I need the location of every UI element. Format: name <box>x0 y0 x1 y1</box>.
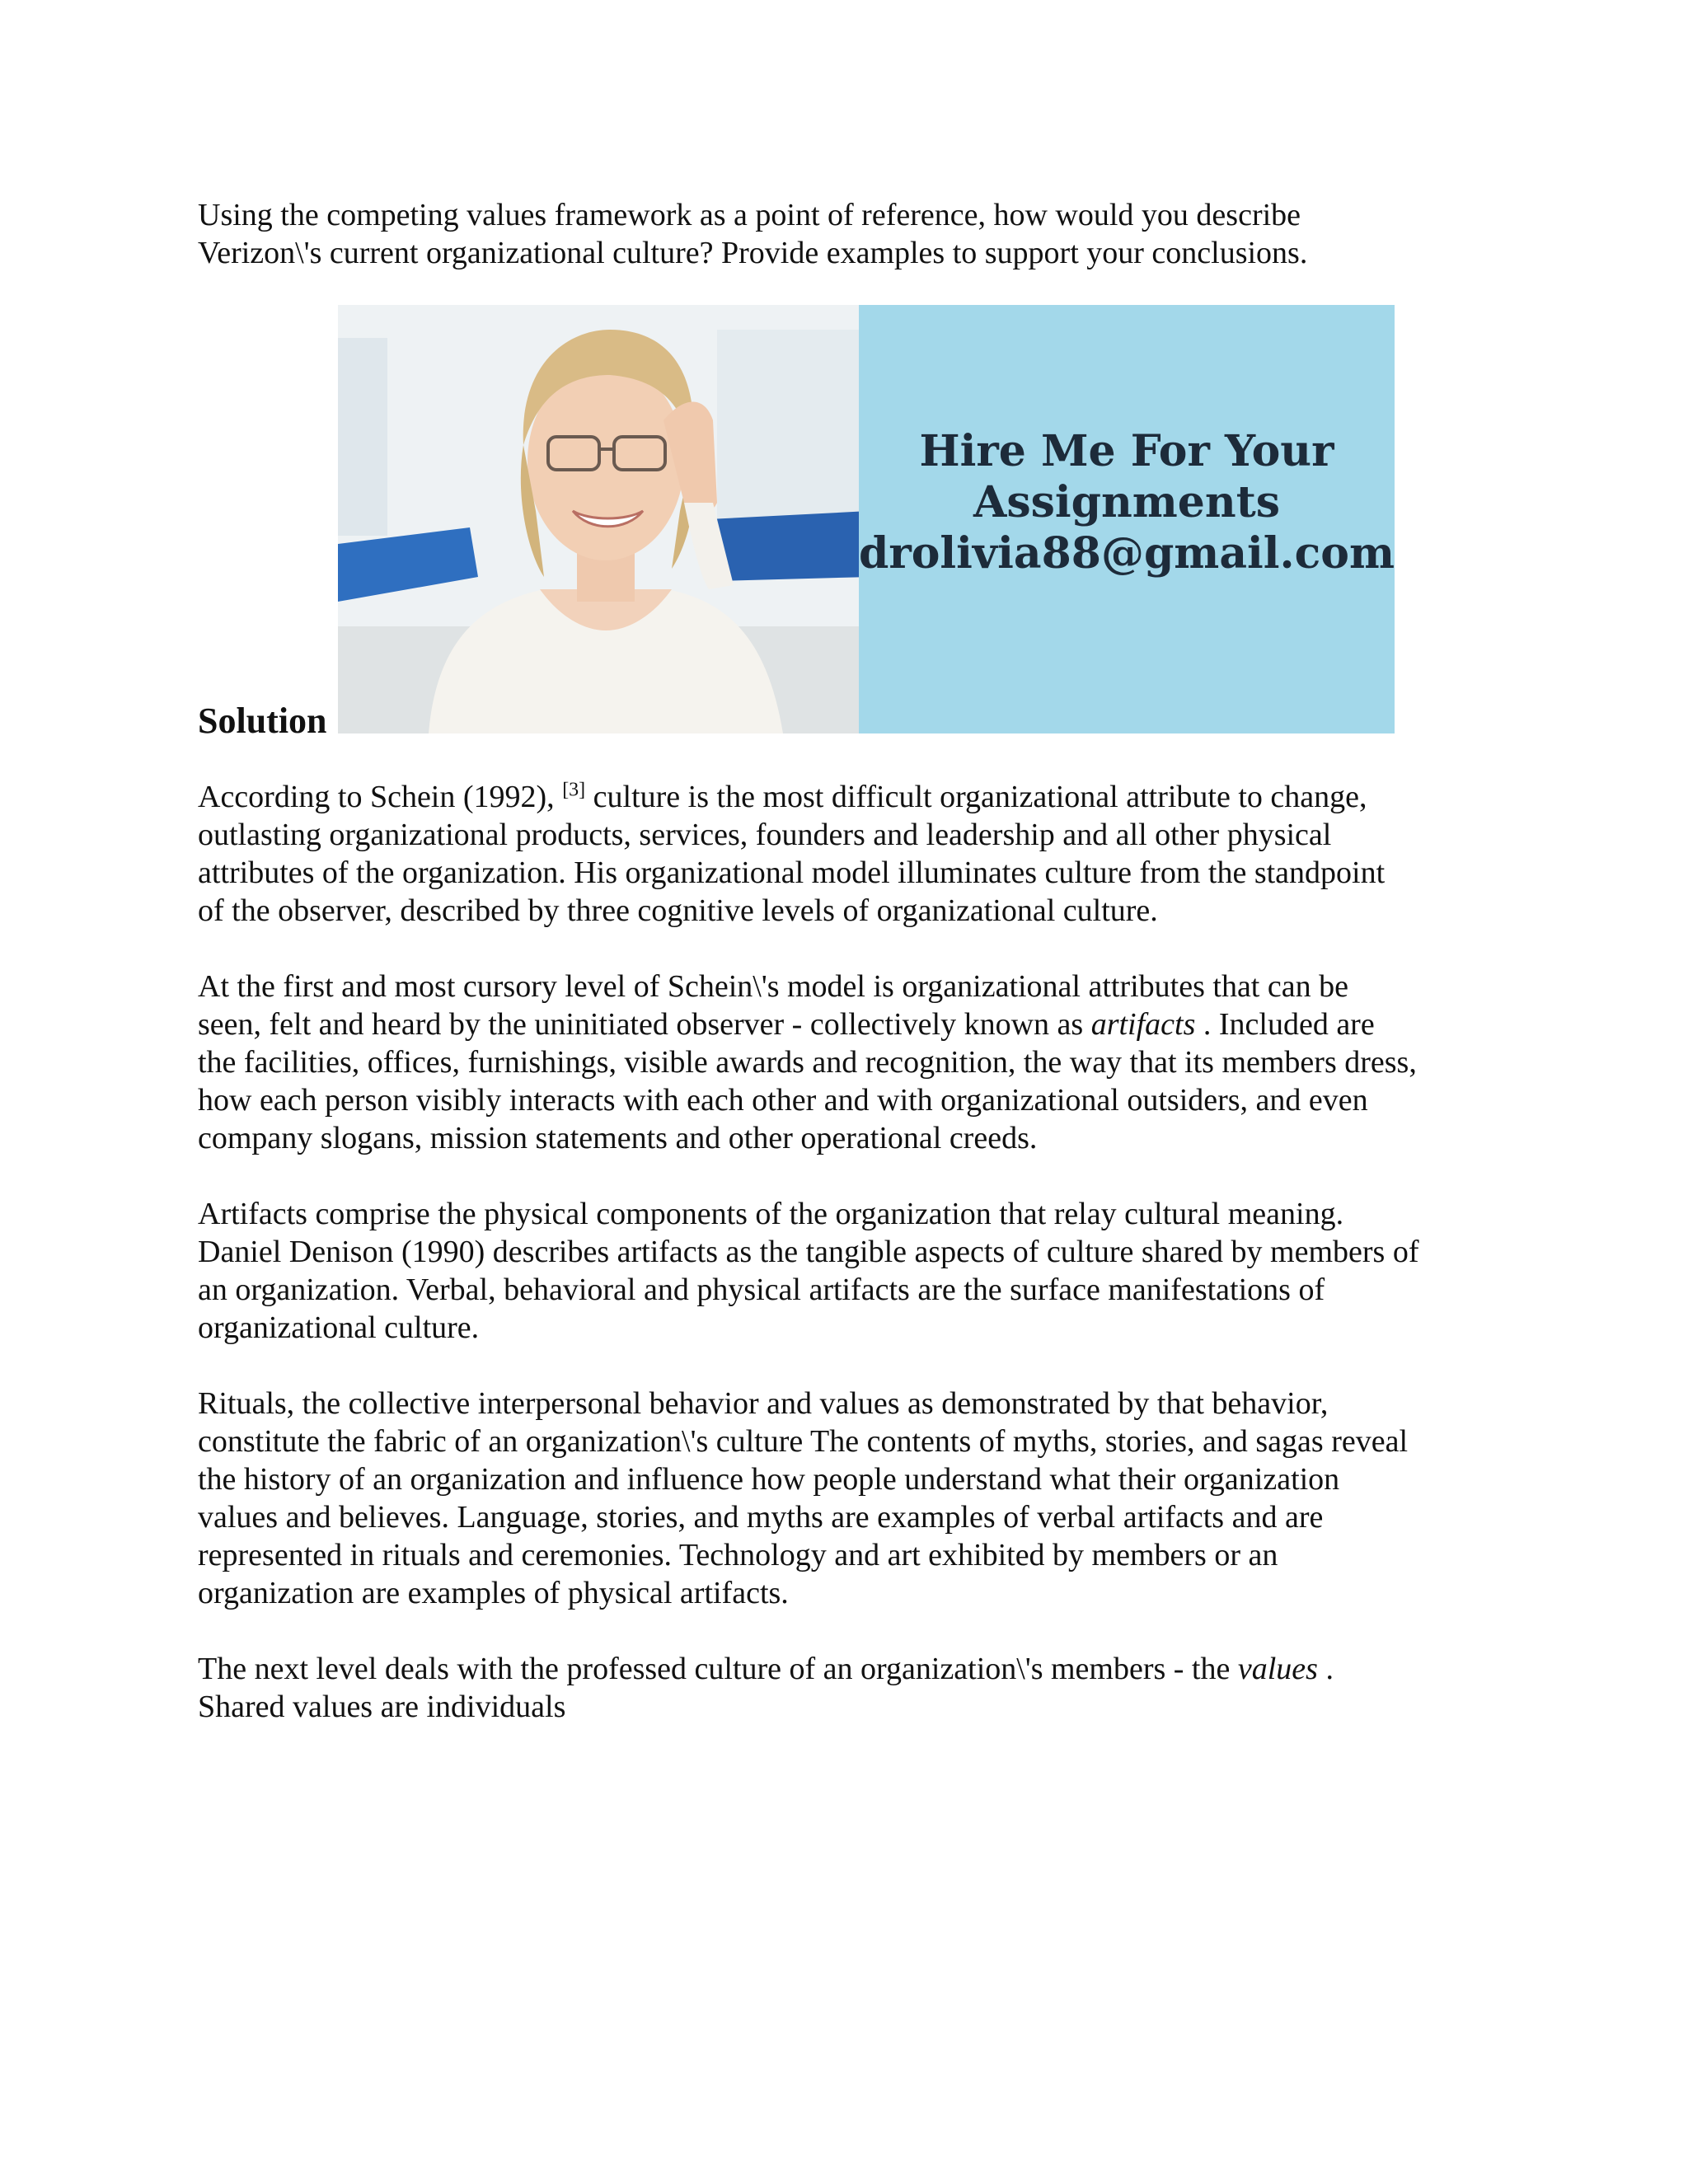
paragraph-schein <box>198 778 1533 930</box>
paragraph-values <box>198 1650 1533 1726</box>
ad-line-email: drolivia88@gmail.com <box>858 528 1395 579</box>
woman-with-glasses-photo <box>338 305 859 733</box>
citation-link[interactable]: [3] <box>562 779 586 801</box>
advertisement-banner <box>338 305 1395 733</box>
paragraph-artifacts-start: At the first and most cursory level of Schein\'s model is organizational attributes that can be seen, felt and heard by the uninitiated observer - collectively known as <box>198 969 1348 1042</box>
solution-row <box>198 305 1533 742</box>
question-text: Using the competing values framework as a point of reference, how would you describe Verizon\'s current organizational culture? Provide examples to support your conclusions. <box>198 198 1308 270</box>
photo-illustration <box>338 305 859 733</box>
paragraph-artifacts-rest: . Included are the facilities, offices, furnishings, visible awards and recognition, the way that its members dress, how each person visibly interacts with each other and with organizational outsiders, and even company slogans, mission statements and other operational creeds. <box>198 1007 1417 1155</box>
solution-heading: Solution <box>198 701 327 741</box>
document-page <box>198 196 1533 1764</box>
paragraph-values-rest: . Shared values are individuals <box>198 1652 1334 1724</box>
paragraph-artifacts-level <box>198 968 1533 1157</box>
paragraph-values-start: The next level deals with the professed culture of an organization\'s members - the <box>198 1652 1238 1686</box>
paragraph-rituals: Rituals, the collective interpersonal behavior and values as demonstrated by that behavior, constitute the fabric of an organization\'s culture The contents of myths, stories, and sagas reveal the history of an organization and influence how people understand what their organization values and believes. Language, stories, and myths are examples of verbal artifacts and are represented in rituals and ceremonies. Technology and art exhibited by members or an organization are examples of physical artifacts. <box>198 1386 1409 1610</box>
paragraph-schein-rest: culture is the most difficult organizational attribute to change, outlasting organizational products, services, founders and leadership and all other physical attributes of the organization. His organizational model illuminates culture from the standpoint of the observer, described by three cognitive levels of organizational culture. <box>198 780 1386 928</box>
ad-line-hire: Hire Me For Your <box>919 426 1334 476</box>
values-term: values <box>1237 1652 1318 1686</box>
paragraph-schein-start: According to Schein (1992), <box>198 780 563 814</box>
ad-text-panel <box>859 305 1395 733</box>
ad-line-assignments: Assignments <box>973 477 1280 527</box>
paragraph-artifacts-meaning: Artifacts comprise the physical components of the organization that relay cultural meaning. Daniel Denison (1990) describes artifacts as the tangible aspects of culture shared by members of an organization. Verbal, behavioral and physical artifacts are the surface manifestations of organizational culture. <box>198 1197 1419 1345</box>
artifacts-term: artifacts <box>1090 1007 1196 1042</box>
